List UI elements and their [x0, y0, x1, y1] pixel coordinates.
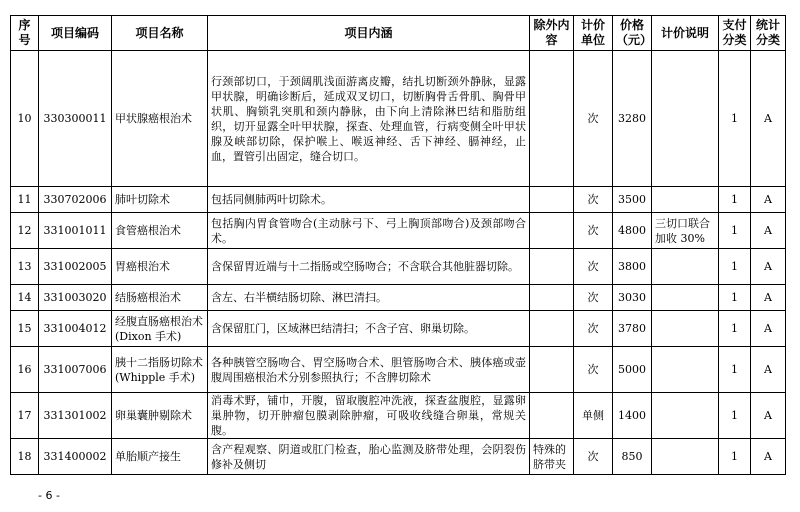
- cell-content: 行颈部切口，于颈阔肌浅面游离皮瓣，结扎切断颈外静脉，显露甲状腺，明确诊断后，延成双叉切口，切断胸骨舌骨肌、胸骨甲状肌、胸锁乳突肌和颈内静脉，由下向上清除淋巴结和脂肪组织，切开显露全叶甲状腺，探查、处理血管，行病变侧全叶甲状腺及峡部切除，保护喉上、喉返神经、舌下神经、膈神经，止血，置管引出固定，缝合切口。: [208, 51, 530, 187]
- cell-name: 卵巢囊肿剔除术: [112, 393, 208, 439]
- cell-price: 3780: [613, 311, 652, 347]
- cell-note: [652, 439, 719, 475]
- table-row: [11, 393, 786, 439]
- cell-unit: 次: [574, 311, 613, 347]
- cell-excluded: [530, 249, 574, 285]
- header-row: [11, 16, 786, 51]
- table-row: [11, 187, 786, 213]
- cell-content: 包括同侧肺两叶切除术。: [208, 187, 530, 213]
- table-body: [11, 51, 786, 475]
- cell-price: 3500: [613, 187, 652, 213]
- header-note: 计价说明: [652, 16, 719, 51]
- cell-stat: A: [751, 393, 786, 439]
- cell-name: 胰十二指肠切除术(Whipple 手术): [112, 347, 208, 393]
- cell-unit: 次: [574, 347, 613, 393]
- header-payment: 支付分类: [719, 16, 751, 51]
- cell-content: 各种胰管空肠吻合、胃空肠吻合术、胆管肠吻合术、胰体癌或壶腹周围癌根治术分别参照执行；不含脾切除术: [208, 347, 530, 393]
- cell-seq: 12: [11, 213, 39, 249]
- cell-note: [652, 393, 719, 439]
- cell-stat: A: [751, 51, 786, 187]
- cell-payment: 1: [719, 393, 751, 439]
- cell-stat: A: [751, 213, 786, 249]
- table-row: [11, 249, 786, 285]
- cell-price: 1400: [613, 393, 652, 439]
- header-price: 价格（元）: [613, 16, 652, 51]
- cell-excluded: [530, 393, 574, 439]
- header-stat: 统计分类: [751, 16, 786, 51]
- cell-content: 含保留胃近端与十二指肠或空肠吻合；不含联合其他脏器切除。: [208, 249, 530, 285]
- cell-payment: 1: [719, 51, 751, 187]
- table-row: [11, 213, 786, 249]
- cell-unit: 次: [574, 213, 613, 249]
- cell-name: 肺叶切除术: [112, 187, 208, 213]
- cell-stat: A: [751, 187, 786, 213]
- header-seq: 序号: [11, 16, 39, 51]
- cell-code: 330702006: [39, 187, 112, 213]
- cell-stat: A: [751, 439, 786, 475]
- header-excluded: 除外内容: [530, 16, 574, 51]
- cell-content: 含保留肛门，区域淋巴结清扫；不含子宫、卵巢切除。: [208, 311, 530, 347]
- cell-seq: 16: [11, 347, 39, 393]
- cell-unit: 次: [574, 285, 613, 311]
- header-code: 项目编码: [39, 16, 112, 51]
- cell-unit: 次: [574, 249, 613, 285]
- cell-excluded: [530, 51, 574, 187]
- cell-stat: A: [751, 347, 786, 393]
- cell-stat: A: [751, 249, 786, 285]
- cell-note: [652, 51, 719, 187]
- cell-code: 331003020: [39, 285, 112, 311]
- cell-excluded: [530, 285, 574, 311]
- cell-name: 胃癌根治术: [112, 249, 208, 285]
- cell-excluded: [530, 347, 574, 393]
- cell-payment: 1: [719, 285, 751, 311]
- cell-code: 331004012: [39, 311, 112, 347]
- header-content: 项目内涵: [208, 16, 530, 51]
- cell-seq: 14: [11, 285, 39, 311]
- cell-note: [652, 311, 719, 347]
- cell-excluded: [530, 213, 574, 249]
- cell-content: 含左、右半横结肠切除、淋巴清扫。: [208, 285, 530, 311]
- cell-price: 4800: [613, 213, 652, 249]
- page-number: - 6 -: [38, 489, 60, 502]
- cell-code: 331007006: [39, 347, 112, 393]
- cell-stat: A: [751, 285, 786, 311]
- cell-content: 包括胸内胃食管吻合(主动脉弓下、弓上胸顶部吻合)及颈部吻合术。: [208, 213, 530, 249]
- table-header: [11, 16, 786, 51]
- cell-excluded: 特殊的脐带夹: [530, 439, 574, 475]
- cell-code: 331301002: [39, 393, 112, 439]
- cell-note: [652, 187, 719, 213]
- cell-name: 经腹直肠癌根治术(Dixon 手术): [112, 311, 208, 347]
- cell-name: 单胎顺产接生: [112, 439, 208, 475]
- cell-content: 含产程观察、阴道或肛门检查，胎心监测及脐带处理，会阴裂伤修补及侧切: [208, 439, 530, 475]
- table-row: [11, 439, 786, 475]
- table-row: [11, 311, 786, 347]
- cell-excluded: [530, 187, 574, 213]
- cell-code: 331400002: [39, 439, 112, 475]
- cell-unit: 单侧: [574, 393, 613, 439]
- cell-seq: 18: [11, 439, 39, 475]
- cell-price: 3030: [613, 285, 652, 311]
- cell-seq: 10: [11, 51, 39, 187]
- header-name: 项目名称: [112, 16, 208, 51]
- cell-payment: 1: [719, 347, 751, 393]
- table-row: [11, 285, 786, 311]
- cell-note: [652, 249, 719, 285]
- cell-payment: 1: [719, 311, 751, 347]
- cell-code: 330300011: [39, 51, 112, 187]
- cell-stat: A: [751, 311, 786, 347]
- cell-unit: 次: [574, 439, 613, 475]
- cell-note: [652, 347, 719, 393]
- cell-payment: 1: [719, 187, 751, 213]
- cell-price: 3800: [613, 249, 652, 285]
- cell-payment: 1: [719, 249, 751, 285]
- cell-unit: 次: [574, 51, 613, 187]
- cell-note: 三切口联合加收 30%: [652, 213, 719, 249]
- cell-note: [652, 285, 719, 311]
- cell-unit: 次: [574, 187, 613, 213]
- cell-content: 消毒术野，铺巾，开腹，留取腹腔冲洗液，探查盆腹腔，显露卵巢肿物，切开肿瘤包膜剥除肿瘤，可吸收线缝合卵巢，常规关腹。: [208, 393, 530, 439]
- cell-price: 3280: [613, 51, 652, 187]
- cell-seq: 11: [11, 187, 39, 213]
- pricing-table: [10, 15, 786, 475]
- cell-seq: 13: [11, 249, 39, 285]
- cell-code: 331002005: [39, 249, 112, 285]
- table-row: [11, 347, 786, 393]
- cell-payment: 1: [719, 213, 751, 249]
- cell-seq: 15: [11, 311, 39, 347]
- cell-name: 甲状腺癌根治术: [112, 51, 208, 187]
- cell-name: 结肠癌根治术: [112, 285, 208, 311]
- header-unit: 计价单位: [574, 16, 613, 51]
- cell-name: 食管癌根治术: [112, 213, 208, 249]
- cell-payment: 1: [719, 439, 751, 475]
- table-row: [11, 51, 786, 187]
- cell-price: 850: [613, 439, 652, 475]
- cell-code: 331001011: [39, 213, 112, 249]
- cell-price: 5000: [613, 347, 652, 393]
- cell-excluded: [530, 311, 574, 347]
- cell-seq: 17: [11, 393, 39, 439]
